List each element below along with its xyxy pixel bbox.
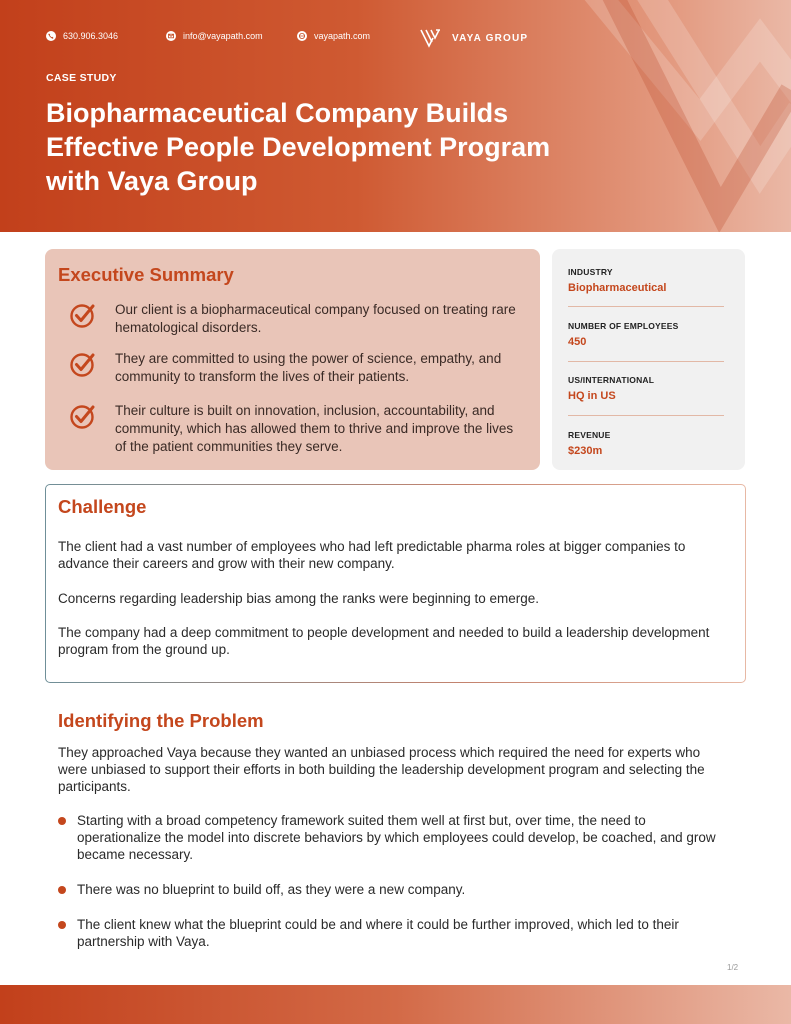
list-item [58, 812, 733, 863]
fact-location [568, 375, 724, 402]
fact-value: HQ in US [568, 390, 616, 402]
company-facts-card [552, 249, 745, 470]
phone-contact[interactable] [46, 31, 118, 41]
phone-icon [46, 31, 56, 41]
website-contact[interactable] [297, 31, 370, 41]
fact-revenue [568, 430, 724, 457]
list-item-text: There was no blueprint to build off, as they were a new company. [77, 882, 466, 897]
fact-value: 450 [568, 336, 587, 348]
list-item-text: The client knew what the blueprint could be and where it could be further improved, which led to their partnership with Vaya. [77, 917, 679, 949]
divider [568, 306, 724, 307]
check-circle-icon [69, 402, 97, 430]
email-address: info@vayapath.com [183, 31, 263, 41]
challenge-paragraph: The company had a deep commitment to people development and needed to build a leadership development program from the ground up. [58, 625, 710, 657]
challenge-paragraph: The client had a vast number of employees who had left predictable pharma roles at bigger companies to advance their careers and grow with their new company. [58, 539, 686, 571]
page-title: Biopharmaceutical Company Builds Effective People Development Program with Vaya Group [46, 98, 551, 196]
globe-icon [297, 31, 307, 41]
fact-employees [568, 321, 724, 348]
email-contact[interactable] [166, 31, 263, 41]
check-circle-icon [69, 350, 97, 378]
bullet-dot [58, 921, 66, 929]
summary-heading: Executive Summary [58, 264, 234, 285]
bullet-dot [58, 886, 66, 894]
page-number: 1/2 [727, 963, 739, 972]
problem-intro: They approached Vaya because they wanted an unbiased process which required the need for experts who were unbiased to support their efforts in both building the leadership development program and selecting the participants. [58, 745, 705, 794]
challenge-card [45, 484, 746, 683]
executive-summary-card [45, 249, 540, 470]
summary-item-text: Our client is a biopharmaceutical company focused on treating rare hematological disorders. [115, 302, 516, 335]
bullet-dot [58, 817, 66, 825]
divider [568, 415, 724, 416]
footer-bar [0, 985, 791, 1024]
challenge-heading: Challenge [58, 496, 147, 517]
summary-item-text: Their culture is built on innovation, inclusion, accountability, and community, which has allowed them to thrive and improve the lives of the patient communities they serve. [115, 403, 514, 454]
logo-text: VAYA GROUP [452, 32, 529, 44]
fact-label: REVENUE [568, 430, 611, 440]
problem-heading: Identifying the Problem [58, 710, 264, 731]
challenge-paragraph: Concerns regarding leadership bias among the ranks were beginning to emerge. [58, 591, 540, 606]
divider [568, 361, 724, 362]
summary-item [69, 301, 524, 337]
header-banner [0, 0, 791, 232]
summary-item [69, 402, 524, 456]
list-item [58, 916, 733, 950]
case-study-label: CASE STUDY [46, 72, 117, 84]
website-url: vayapath.com [314, 31, 371, 41]
vaya-logo-icon [420, 28, 448, 48]
email-icon [166, 31, 176, 41]
summary-item-text: They are committed to using the power of science, empathy, and community to transform the lives of their patients. [115, 351, 502, 384]
fact-industry [568, 267, 724, 294]
check-circle-icon [69, 301, 97, 329]
fact-value: $230m [568, 445, 603, 457]
list-item [58, 881, 733, 898]
vaya-group-logo[interactable] [420, 28, 528, 48]
fact-label: NUMBER OF EMPLOYEES [568, 321, 679, 331]
fact-label: US/INTERNATIONAL [568, 375, 655, 385]
fact-value: Biopharmaceutical [568, 282, 667, 294]
phone-number: 630.906.3046 [63, 31, 119, 41]
summary-item [69, 350, 524, 386]
fact-label: INDUSTRY [568, 267, 613, 277]
list-item-text: Starting with a broad competency framework suited them well at first but, over time, the need to operationalize the model into discrete behaviors by which employees could develop, be coached, and grow became necessary. [77, 813, 716, 862]
